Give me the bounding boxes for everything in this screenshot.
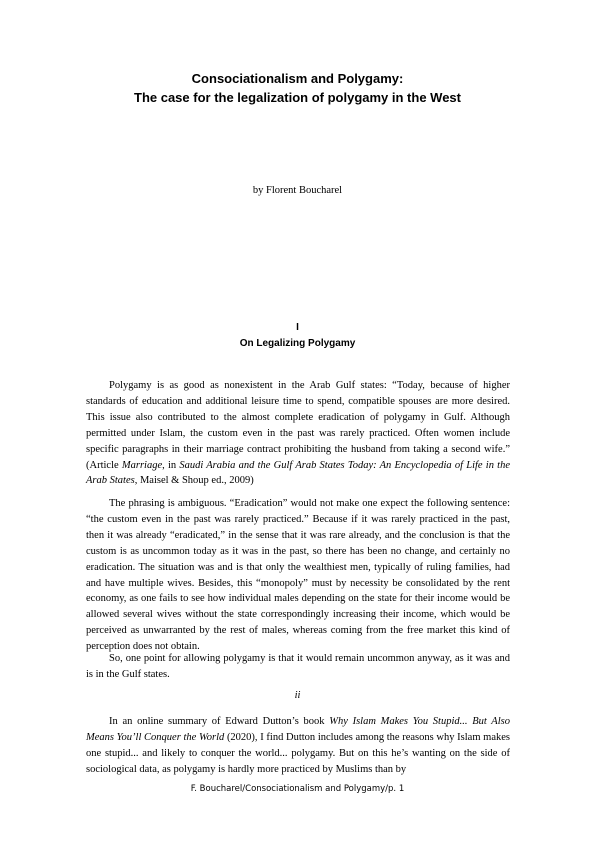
paragraph-1-citation: , Maisel & Shoup ed., 2009) [134,475,254,487]
title-line-1: Consociationalism and Polygamy: [191,71,404,86]
paragraph-4-text: In an online summary of Edward Dutton’s book [109,716,330,727]
paragraph-1-text-2: , in [162,459,180,471]
section-title: On Legalizing Polygamy [239,338,356,349]
paragraph-4 [86,714,510,778]
page-footer: F. Boucharel/Consociationalism and Polygamy/p. 1 [190,784,405,794]
paragraph-1 [86,378,510,489]
subsection-marker: ii [294,690,301,701]
section-number: I [296,322,299,333]
paragraph-1-article-title: Marriage [121,459,163,471]
paper-title [0,69,595,107]
paragraph-4-book-title: Why Islam Makes You Stupid... But Also Means You’ll Conquer the World [86,716,510,743]
paragraph-4-text-2: (2020), I find Dutton includes among the reasons why Islam makes one stupid... and likely to conquer the world... polygamy. But on this he’s wanting on the side of sociological data, as polygamy is hardly more practiced by Muslims than by [86,731,510,775]
paragraph-2: The phrasing is ambiguous. “Eradication” would not make one expect the following sentence: “the custom even in the past was rarely practiced.” Because if it was rarely practiced in the past, then it was already “eradicated,” in the sense that it was rare already, and the conclusion is that the custom is as uncommon today as it was in the past, so there has been no change, and certainly no eradication. The situation was and is that only the wealthiest men, typically of ruling families, had and have multiple wives. Besides, this “monopoly” must by necessity be consolidated by the rent economy, as one fails to see how individual males depending on the state for their income would be allowed several wives without the state correspondingly increasing their income, which would be perceived as unwarranted by the rest of males, whereas coming from the free market this kind of perception does not obtain. [86,498,510,653]
paragraph-1-book-title: Saudi Arabia and the Gulf Arab States Today: An Encyclopedia of Life in the Arab States [86,459,510,487]
title-line-2: The case for the legalization of polygamy in the West [134,90,461,105]
paragraph-1-text: Polygamy is as good as nonexistent in the Arab Gulf states: “Today, because of higher standards of education and additional leisure time to spend, compatible spouses are more desired. This issue also contributed to the almost complete eradication of polygamy in Gulf. Although permitted under Islam, the custom even in the past was rarely practiced. Often women include specific paragraphs in their marriage contract prohibiting the husband from taking a second wife.” (Article [86,380,510,471]
paragraph-3: So, one point for allowing polygamy is that it would remain uncommon anyway, as it was and is in the Gulf states. [86,653,510,680]
author-byline: by Florent Boucharel [252,185,343,196]
